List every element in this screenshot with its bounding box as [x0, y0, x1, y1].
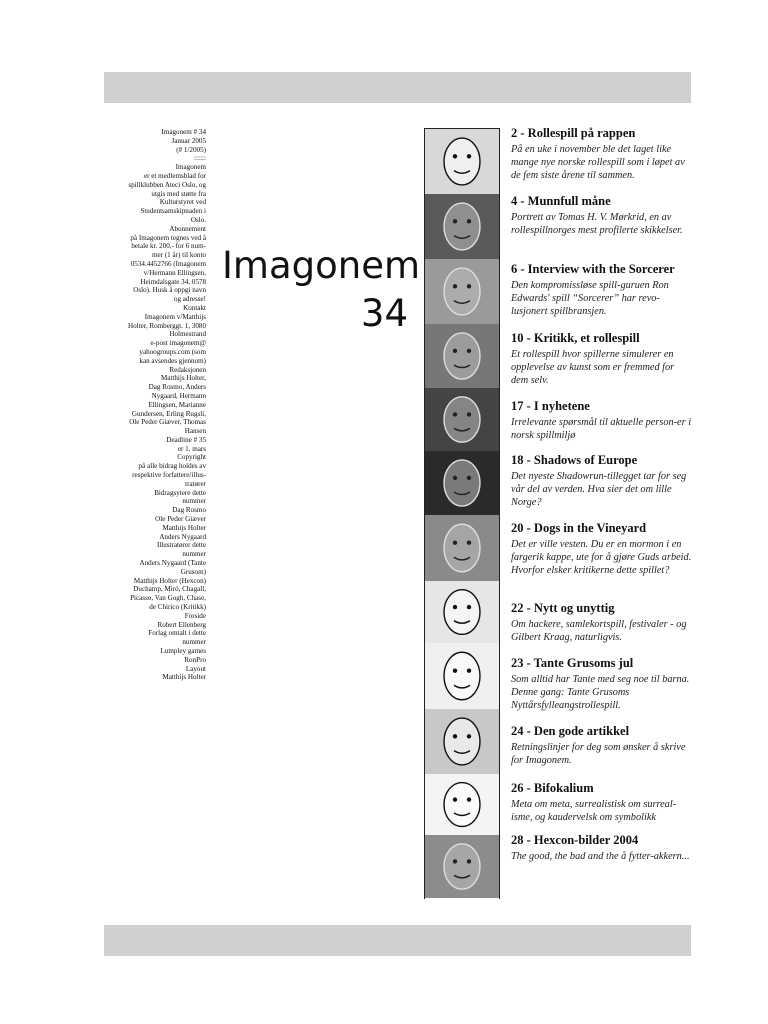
toc-entry-description: Som alltid har Tante med seg noe til barna. Denne gang: Tante Grusoms Nyttårsfylleangstrollespill. — [511, 674, 690, 711]
colophon-line: nummer — [182, 497, 206, 506]
colophon-line: Gundersen, Erling Rugsli, — [131, 409, 206, 418]
toc-entry-title: 20 - Dogs in the Vineyard — [511, 521, 647, 535]
colophon-line: Matthijs Holter, — [160, 374, 206, 383]
toc-entry-title: 23 - Tante Grusoms jul — [511, 656, 634, 670]
colophon-line: mer (1 år) til konto — [152, 251, 206, 260]
colophon-line: Forside — [184, 611, 206, 620]
colophon-line: e-post imagonem@ — [150, 339, 206, 348]
toc-entry-title: 26 - Bifokalium — [511, 781, 594, 795]
sketch-figure-icon — [425, 709, 499, 775]
cartoon-girl-icon — [425, 129, 499, 195]
colophon-line: Imagonem — [175, 163, 206, 172]
colophon-line: RonPro — [184, 655, 206, 664]
colophon-line: på alle bidrag holdes av — [138, 462, 206, 471]
toc-entry[interactable] — [511, 331, 693, 387]
colophon-line: (# 1/2005) — [176, 145, 206, 154]
colophon-line: Matthijs Holter (Hexcon) — [133, 576, 206, 585]
glasses-drawing-icon — [425, 774, 499, 836]
colophon-line: respektive forfattere/illus- — [132, 471, 206, 480]
smiling-man-icon — [425, 259, 499, 325]
shouting-face-icon — [425, 194, 499, 260]
colophon-line: Picasso, Van Gogh, Chase, — [130, 594, 206, 603]
toc-entry[interactable] — [511, 126, 693, 182]
toc-entry-title: 22 - Nytt og unyttig — [511, 601, 615, 615]
toc-entry-description: Portrett av Tomas H. V. Mørkrid, en av rollespillnorges mest profilerte skikkelser. — [511, 212, 683, 236]
colophon-line: Anders Nygaard (Tante — [139, 559, 206, 568]
painted-woman-icon — [425, 515, 499, 582]
magazine-title — [222, 244, 421, 336]
toc-entry[interactable] — [511, 521, 693, 577]
colophon-line: Ellingsen, Marianne — [148, 400, 206, 409]
colophon-line: Holter, Romberggt. 1, 3080 — [127, 321, 206, 330]
toc-entry-description: Meta om meta, surrealistisk om surreal-isme, og kaudervelsk om symbolikk — [511, 799, 677, 823]
colophon-line: kan avsendes gjennom) — [139, 356, 206, 365]
colophon-line: Ole Peder Giæver, Thomas — [129, 418, 206, 427]
toc-entry-title: 17 - I nyhetene — [511, 399, 590, 413]
young-man-icon — [425, 388, 499, 452]
toc-entry[interactable] — [511, 601, 693, 644]
toc-entry[interactable] — [511, 724, 693, 767]
toc-entry-title: 18 - Shadows of Europe — [511, 453, 638, 467]
colophon-line: Illustratører dette — [156, 541, 206, 550]
colophon-line: Ole Peder Giæver — [155, 515, 206, 524]
colophon-line: Kulturstyret ved — [159, 198, 206, 207]
toc-entry-title: 6 - Interview with the Sorcerer — [511, 262, 675, 276]
colophon-line: Layout — [185, 664, 206, 673]
thumbnail-strip — [424, 128, 500, 899]
toc-entry-description: Retningslinjer for deg som ønsker å skrive for Imagonem. — [511, 742, 686, 766]
colophon-line: Abonnement — [169, 224, 206, 233]
colophon-line: 0534.4452766 (Imagonem — [130, 259, 206, 268]
colophon-line: og adresse! — [173, 295, 206, 304]
colophon-line: Heimdalsgate 34, 0578 — [140, 277, 206, 286]
colophon-line: utgis med støtte fra — [151, 189, 206, 198]
colophon-line: nummer — [182, 550, 206, 559]
toc-entry-description: Irrelevante spørsmål til aktuelle person-er i norsk spillmiljø — [511, 417, 692, 441]
colophon-line: Dag Rosmo — [172, 506, 206, 515]
colophon-line: på Imagonem tegnes ved å — [130, 233, 206, 242]
magazine-name: Imagonem — [222, 244, 421, 287]
toc-entry[interactable] — [511, 833, 693, 863]
toc-entry[interactable] — [511, 781, 693, 824]
colophon-line: spillklubben Ateci Oslo, og — [128, 180, 206, 189]
colophon-line: Studentsamskipnaden i — [140, 207, 206, 216]
colophon-line: Bidragsytere dette — [154, 488, 206, 497]
colophon-line: Dag Rosmo, Anders — [148, 383, 206, 392]
colophon-line: de Chirico (Kritikk) — [149, 603, 206, 612]
toc-entry[interactable] — [511, 262, 693, 318]
colophon-line: er et medlemsblad for — [143, 171, 206, 180]
toc-entry[interactable] — [511, 399, 693, 442]
colophon-line: Oslo. — [190, 215, 206, 224]
colophon-line: Imagonem # 34 — [161, 128, 206, 136]
toc-entry-description: Det er ville vesten. Du er en mormon i en fargerik kappe, ute for å gjøre Guds arbeid. Hvorfor elsker kritikerne dette spillet? — [511, 539, 692, 576]
toc-entry-description: Om hackere, samlekortspill, festivaler - og Gilbert Kraag, naturligvis. — [511, 619, 687, 643]
toc-entry-description: The good, the bad and the å fytter-akkern... — [511, 851, 690, 862]
colophon-line: Nygaard, Hermann — [151, 391, 206, 400]
toc-entry-title: 4 - Munnfull måne — [511, 194, 611, 208]
colophon-line: tratører — [185, 479, 206, 488]
toc-entry-description: Den kompromissløse spill-guruen Ron Edwards' spill “Sorcerer” har revo-lusjonert spillbransjen. — [511, 280, 669, 317]
colophon-line: Kontakt — [183, 303, 206, 312]
colophon-line: Matthijs Holter — [162, 523, 206, 532]
colophon-line: betale kr. 200,- for 6 num- — [131, 242, 206, 251]
bottom-gray-band — [104, 925, 691, 956]
colophon-line: nummer — [182, 638, 206, 647]
top-gray-band — [104, 72, 691, 103]
colophon-line: Grusom) — [180, 567, 206, 576]
toc-entry-description: Et rollespill hvor spillerne simulerer en opplevelse av kunst som er fremmed for dem selv. — [511, 349, 675, 386]
octopus-drawing-icon — [425, 581, 499, 644]
toc-entry-title: 24 - Den gode artikkel — [511, 724, 630, 738]
colophon-line: Deadline # 35 — [166, 435, 206, 444]
colophon-line: Lumpley games — [160, 647, 206, 656]
colophon — [104, 128, 206, 682]
colophon-line: yahoogroups.com (som — [139, 347, 206, 356]
colophon-line: Oslo). Husk å oppgi navn — [133, 286, 206, 295]
cartoon-rabbit-icon — [425, 643, 499, 710]
toc-entry-title: 2 - Rollespill på rappen — [511, 126, 636, 140]
toc-entry-description: På en uke i november ble det laget like mange nye norske rollespill som i løpet av de fem siste årene til sammen. — [511, 144, 685, 181]
colophon-line: :::::: — [194, 154, 206, 163]
toc-entry-description: Det nyeste Shadowrun-tillegget tar for seg vår del av verden. Hva sier det om lille Norge? — [511, 471, 687, 508]
colophon-line: Anders Nygaard — [159, 532, 206, 541]
toc-entry[interactable] — [511, 453, 693, 509]
colophon-line: Januar 2005 — [171, 136, 206, 145]
colophon-line: Redaksjonen — [169, 365, 206, 374]
troll-face-icon — [425, 451, 499, 516]
colophon-line: v/Hermann Ellingsen, — [143, 268, 206, 277]
colophon-line: Copyright — [177, 453, 206, 462]
colophon-line: Duchamp, Miró, Chagall, — [133, 585, 206, 594]
issue-number: 34 — [360, 292, 408, 335]
colophon-line: Hansen — [184, 427, 206, 436]
man-glasses-icon — [425, 835, 499, 899]
colophon-line: Robert Ellenberg — [157, 620, 206, 629]
colophon-line: Forlag omtalt i dette — [148, 629, 206, 638]
colophon-line: er 1. mars — [177, 444, 206, 453]
toc-entry-title: 10 - Kritikk, et rollespill — [511, 331, 640, 345]
colophon-line: Holmestrand — [169, 330, 206, 339]
toc-entry[interactable] — [511, 194, 693, 237]
toc-entry[interactable] — [511, 656, 693, 712]
painted-face-icon — [425, 324, 499, 389]
toc-entry-title: 28 - Hexcon-bilder 2004 — [511, 833, 639, 847]
colophon-line: Imagonem v/Matthijs — [144, 312, 206, 321]
colophon-line: Matthijs Holter — [162, 673, 206, 682]
